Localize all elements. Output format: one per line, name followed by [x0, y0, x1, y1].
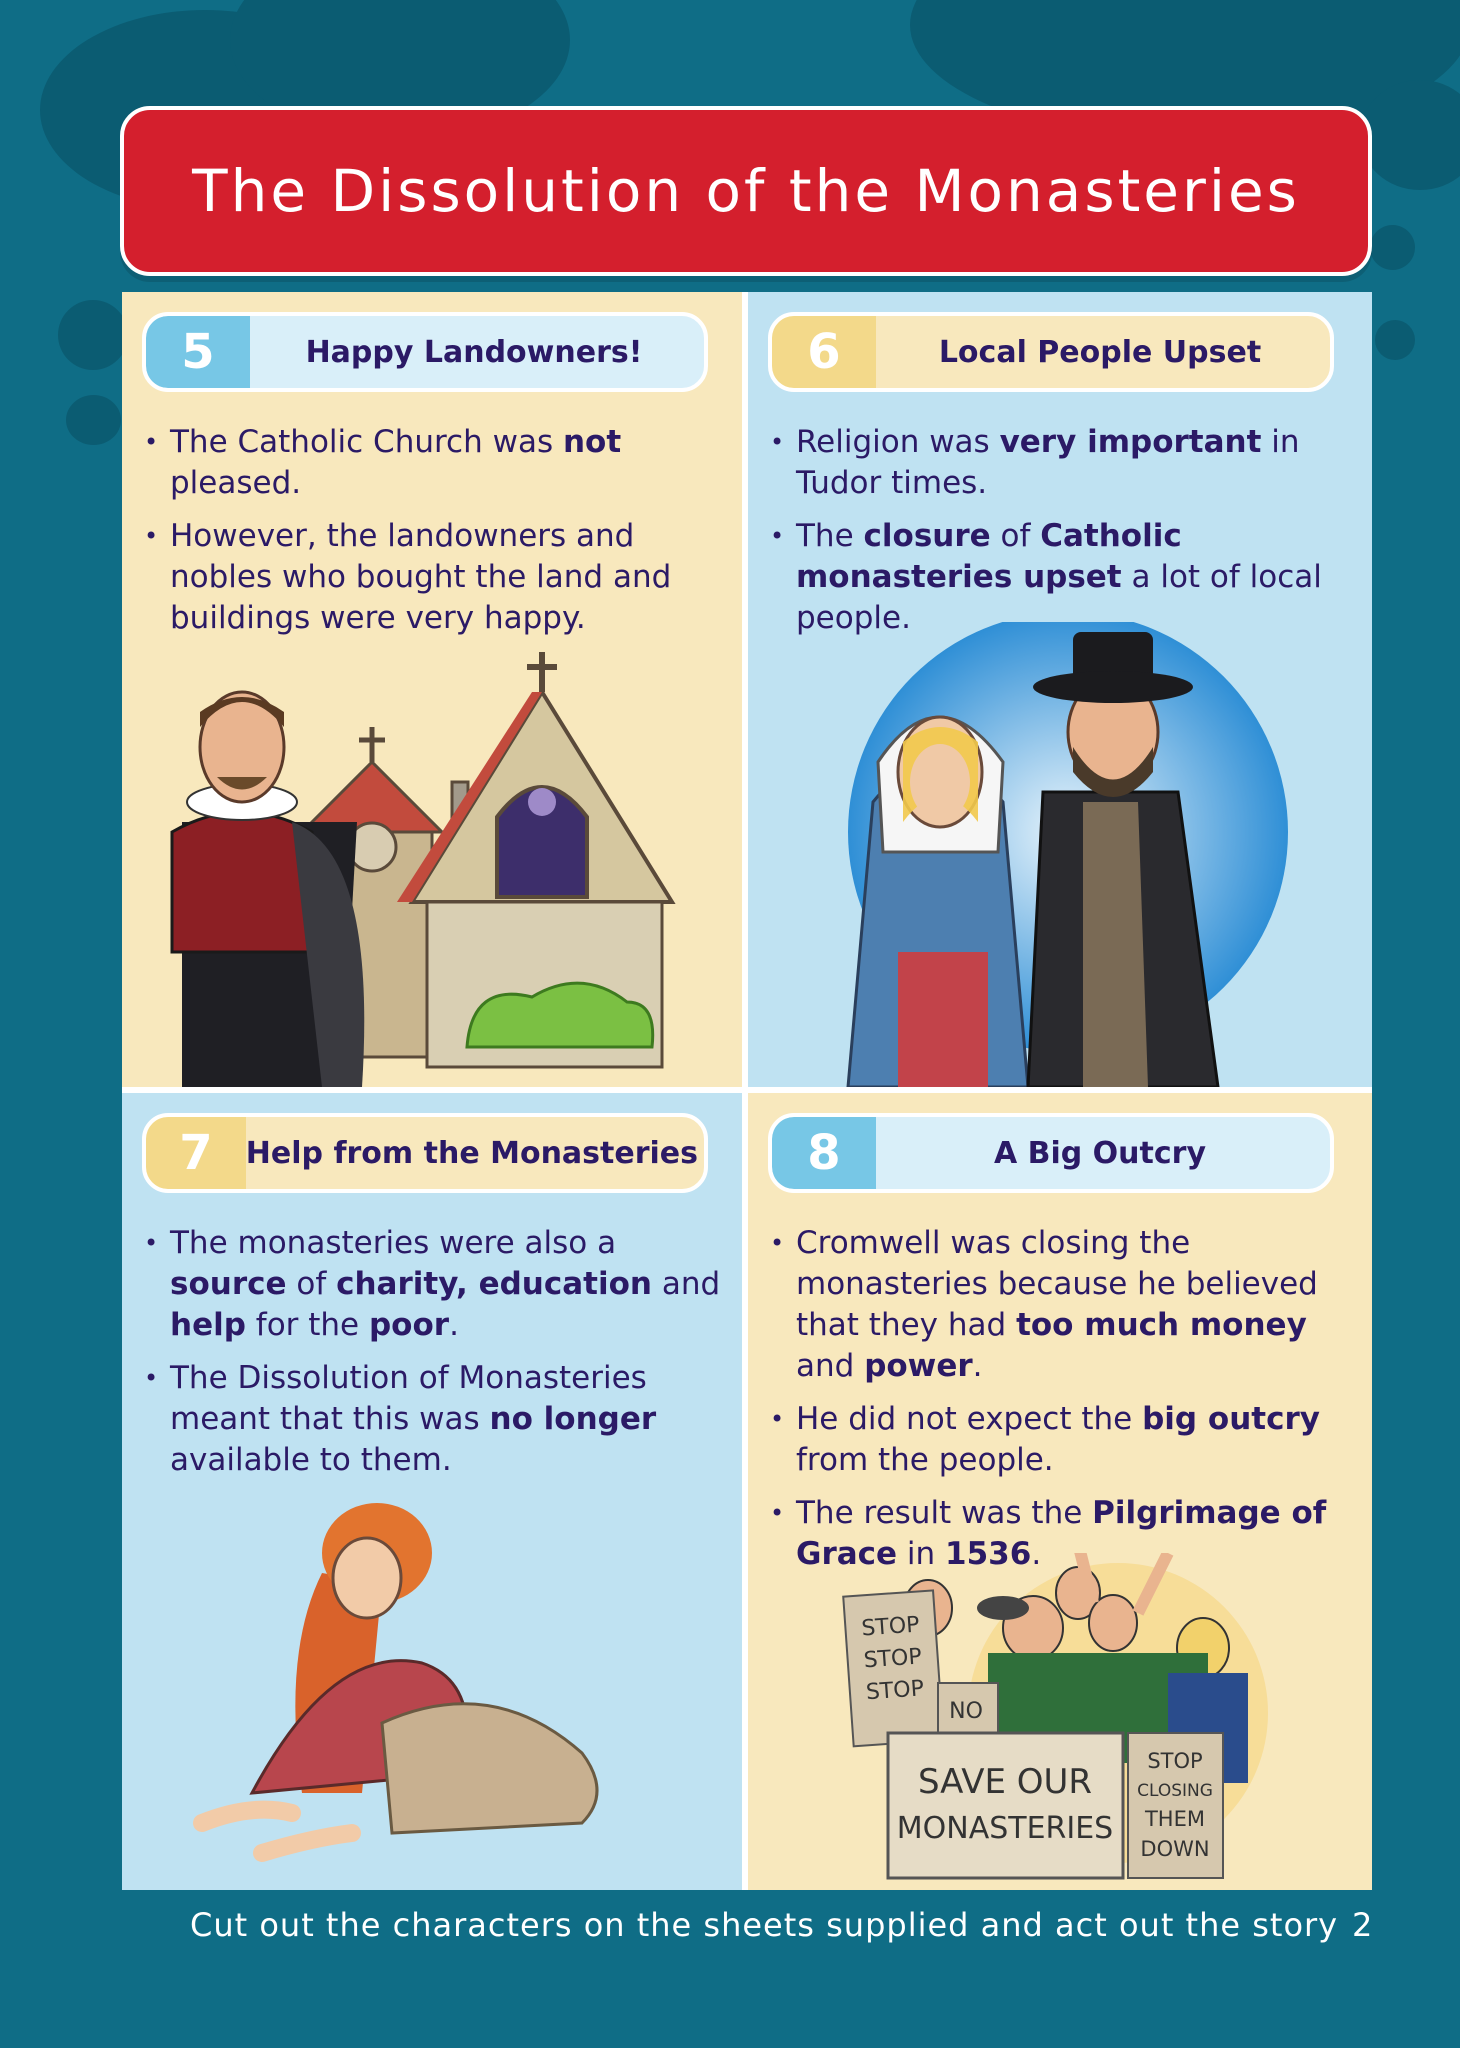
bullet-emphasis: closure: [863, 518, 991, 554]
bullet-emphasis: not: [562, 424, 622, 460]
bullet-text: for the: [245, 1307, 369, 1343]
sign-left-text: STOP: [865, 1676, 925, 1706]
panel-5: [122, 292, 742, 1087]
bullet-item: [142, 516, 726, 639]
bullet-text: pleased.: [170, 465, 302, 501]
panel-header: [768, 312, 1334, 392]
bullet-emphasis: 1536: [945, 1536, 1032, 1572]
bullet-text: in Tudor times.: [796, 424, 1300, 501]
sign-left-text: STOP: [860, 1612, 921, 1642]
background-cloud: [58, 300, 128, 370]
bullet-emphasis: too much money: [1016, 1307, 1307, 1343]
panel-number: 6: [772, 316, 876, 388]
footer-instruction: Cut out the characters on the sheets supplied and act out the story: [190, 1906, 1339, 1944]
bullet-text: The Dissolution of Monasteries meant that this was: [170, 1360, 647, 1437]
bullet-text: of: [990, 518, 1041, 554]
bullet-text: .: [972, 1348, 983, 1384]
bullet-text: The monasteries were also a: [170, 1225, 617, 1261]
bullet-item: [768, 1223, 1356, 1387]
background-cloud: [66, 395, 121, 445]
local-people-illustration: [828, 622, 1308, 1087]
bullet-emphasis: very important: [999, 424, 1262, 460]
sign-small-text: NO: [949, 1699, 983, 1724]
bullet-emphasis: no longer: [489, 1401, 657, 1437]
sign-left-text: STOP: [862, 1644, 923, 1674]
bullet-emphasis: big outcry: [1142, 1401, 1320, 1437]
bullet-text: Cromwell was closing the monasteries because he believed that they had: [796, 1225, 1318, 1343]
panel-number: 8: [772, 1117, 876, 1189]
bullet-text: .: [1031, 1536, 1042, 1572]
protest-crowd-illustration: [838, 1553, 1358, 1883]
page-number: 2: [1352, 1906, 1373, 1944]
background-cloud: [1370, 225, 1415, 270]
panel-8: [748, 1093, 1372, 1890]
bullet-item: [142, 1223, 726, 1346]
sign-main: [888, 1733, 1123, 1878]
landowner-figure: [172, 692, 364, 1087]
sign-main-text: SAVE OUR: [917, 1762, 1093, 1802]
landowner-and-church-illustration: [142, 652, 742, 1087]
bullet-emphasis: Pilgrimage of Grace: [796, 1495, 1327, 1572]
story-grid: [122, 292, 1372, 1890]
bullet-item: [768, 422, 1356, 504]
bullet-text: a lot of local people.: [796, 559, 1322, 636]
sign-small: [938, 1683, 998, 1733]
bullet-emphasis: power: [864, 1348, 973, 1384]
sign-right-text: STOP: [1147, 1749, 1203, 1773]
bullet-text: of: [286, 1266, 337, 1302]
bullet-text: from the people.: [796, 1442, 1054, 1478]
bullet-item: [142, 1358, 726, 1481]
panel-number: 7: [146, 1117, 246, 1189]
poor-girl-illustration: [162, 1493, 702, 1873]
page-title: The Dissolution of the Monasteries: [192, 157, 1300, 225]
bullet-text: The Catholic Church was: [170, 424, 563, 460]
bullet-item: [142, 422, 726, 504]
bullet-text: available to them.: [170, 1442, 452, 1478]
bullet-emphasis: help: [170, 1307, 246, 1343]
sign-right: [1128, 1733, 1223, 1878]
panel-heading: Happy Landowners!: [305, 334, 643, 370]
title-banner: [120, 106, 1372, 276]
bullet-text: He did not expect the: [796, 1401, 1143, 1437]
panel-heading: Local People Upset: [938, 334, 1262, 370]
panel-heading: A Big Outcry: [993, 1135, 1207, 1171]
sign-right-text: THEM: [1144, 1807, 1206, 1831]
bullet-emphasis: charity, education: [336, 1266, 652, 1302]
panel-heading: Help from the Monasteries: [245, 1135, 698, 1171]
panel-7: [122, 1093, 742, 1890]
bullet-list: [768, 422, 1356, 651]
bullet-list: [142, 422, 726, 651]
panel-header: [142, 1113, 708, 1193]
bullet-text: and: [651, 1266, 721, 1302]
panel-header: [768, 1113, 1334, 1193]
sign-main-text: MONASTERIES: [896, 1811, 1114, 1846]
bullet-emphasis: Catholic monasteries upset: [796, 518, 1182, 595]
panel-6: [748, 292, 1372, 1087]
panel-header: [142, 312, 708, 392]
sign-right-text: CLOSING: [1137, 1781, 1213, 1801]
bullet-text: .: [449, 1307, 459, 1343]
background-cloud: [1375, 320, 1415, 360]
bullet-text: The: [796, 518, 864, 554]
bullet-text: However, the landowners and nobles who bought the land and buildings were very happy.: [170, 518, 672, 636]
bullet-text: Religion was: [796, 424, 1000, 460]
sign-right-text: DOWN: [1140, 1837, 1210, 1861]
sign-left: [843, 1590, 943, 1746]
bullet-list: [142, 1223, 726, 1493]
bullet-text: and: [796, 1348, 865, 1384]
panel-number: 5: [146, 316, 250, 388]
bullet-item: [768, 1399, 1356, 1481]
bullet-emphasis: poor: [368, 1307, 450, 1343]
bullet-text: in: [897, 1536, 946, 1572]
bullet-item: [768, 516, 1356, 639]
bullet-list: [768, 1223, 1356, 1587]
bullet-emphasis: source: [170, 1266, 287, 1302]
bullet-text: The result was the: [796, 1495, 1093, 1531]
